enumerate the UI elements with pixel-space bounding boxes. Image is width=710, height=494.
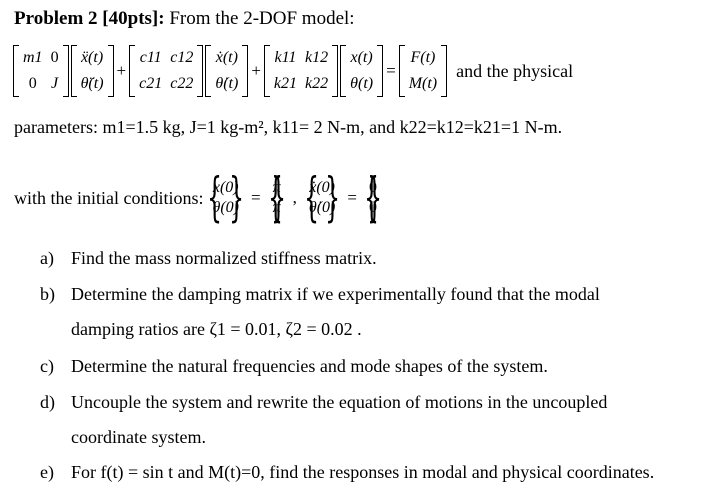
initial-displacement-vector (204, 178, 247, 218)
question-label: b) (40, 284, 55, 304)
question-item-a (40, 248, 654, 284)
equation-trailing-text: and the physical (456, 60, 574, 81)
initial-velocity-values (361, 178, 385, 218)
initial-conditions-label: with the initial conditions: (14, 187, 204, 208)
vector-cell: M(t) (408, 75, 438, 92)
force-vector (399, 45, 447, 97)
mass-matrix-cell: 0 (28, 75, 37, 92)
displacement-vector (340, 45, 383, 97)
initial-conditions (14, 172, 386, 224)
equals-sign: = (251, 188, 261, 207)
question-label: e) (40, 462, 54, 482)
damping-matrix (129, 45, 203, 97)
parameters-line: parameters: m1=1.5 kg, J=1 kg-m², k11= 2 N-m, and k22=k12=k21=1 N-m. (14, 117, 563, 137)
question-label: a) (40, 248, 54, 268)
damping-matrix-cell: c21 (139, 75, 163, 92)
mass-matrix (13, 45, 69, 97)
question-text: Determine the damping matrix if we experimentally found that the modal (71, 284, 600, 304)
question-text-continued: coordinate system. (71, 427, 206, 447)
vector-cell: θ̇(t) (215, 75, 239, 92)
equals-sign: = (386, 61, 396, 80)
question-item-b (40, 284, 654, 356)
problem-intro: From the 2-DOF model: (169, 8, 355, 29)
vector-cell: { π (272, 179, 281, 196)
equals-sign: = (347, 188, 357, 207)
vector-cell: F(t) (410, 49, 436, 66)
question-label: c) (40, 356, 54, 376)
question-item-d (40, 392, 654, 462)
initial-displacement-values (265, 178, 289, 218)
stiffness-matrix-cell: k11 (274, 49, 297, 66)
vector-cell: θ̇(0) (308, 199, 336, 216)
problem-title (14, 8, 355, 30)
mass-matrix-cell: 0 (50, 49, 59, 66)
plus-sign: + (116, 61, 127, 80)
acceleration-vector (71, 45, 114, 97)
vector-cell: { x(0) (212, 179, 239, 196)
question-text: Determine the natural frequencies and mode shapes of the system. (71, 356, 548, 376)
vector-cell: ẋ(t) (215, 49, 238, 66)
equation-of-motion (12, 38, 573, 104)
question-text: For f(t) = sin t and M(t)=0, find the responses in modal and physical coordinates. (71, 462, 655, 482)
vector-cell: θ(0) (212, 199, 239, 216)
stiffness-matrix-cell: k21 (273, 75, 298, 92)
initial-velocity-vector (301, 178, 344, 218)
plus-sign: + (251, 61, 261, 80)
question-text: Uncouple the system and rewrite the equation of motions in the uncoupled (71, 392, 608, 412)
vector-cell: ẍ(t) (80, 49, 104, 66)
question-item-c (40, 356, 654, 392)
vector-cell: x(t) (350, 49, 373, 66)
problem-heading: Problem 2 [40pts]: (14, 8, 165, 29)
vector-cell: { ẋ(0) (309, 179, 335, 196)
stiffness-matrix (264, 45, 338, 97)
stiffness-matrix-cell: k12 (305, 49, 329, 66)
comma: , (292, 188, 297, 207)
question-text-continued: damping ratios are ζ1 = 0.01, ζ2 = 0.02 . (71, 319, 362, 339)
velocity-vector (205, 45, 248, 97)
damping-matrix-cell: c11 (139, 49, 162, 66)
vector-cell: 0 (368, 199, 377, 216)
damping-matrix-cell: c12 (170, 49, 194, 66)
vector-cell: π (272, 199, 281, 216)
question-label: d) (40, 392, 55, 412)
stiffness-matrix-cell: k22 (305, 75, 329, 92)
mass-matrix-cell: J (51, 75, 59, 92)
vector-cell: θ̈(t) (80, 75, 104, 92)
question-list (40, 248, 654, 492)
question-text: Find the mass normalized stiffness matrix. (71, 248, 377, 268)
damping-matrix-cell: c22 (170, 75, 194, 92)
mass-matrix-cell: m1 (23, 49, 43, 66)
vector-cell: θ(t) (350, 75, 374, 92)
question-item-e (40, 462, 654, 492)
vector-cell: { 0 (368, 179, 377, 196)
